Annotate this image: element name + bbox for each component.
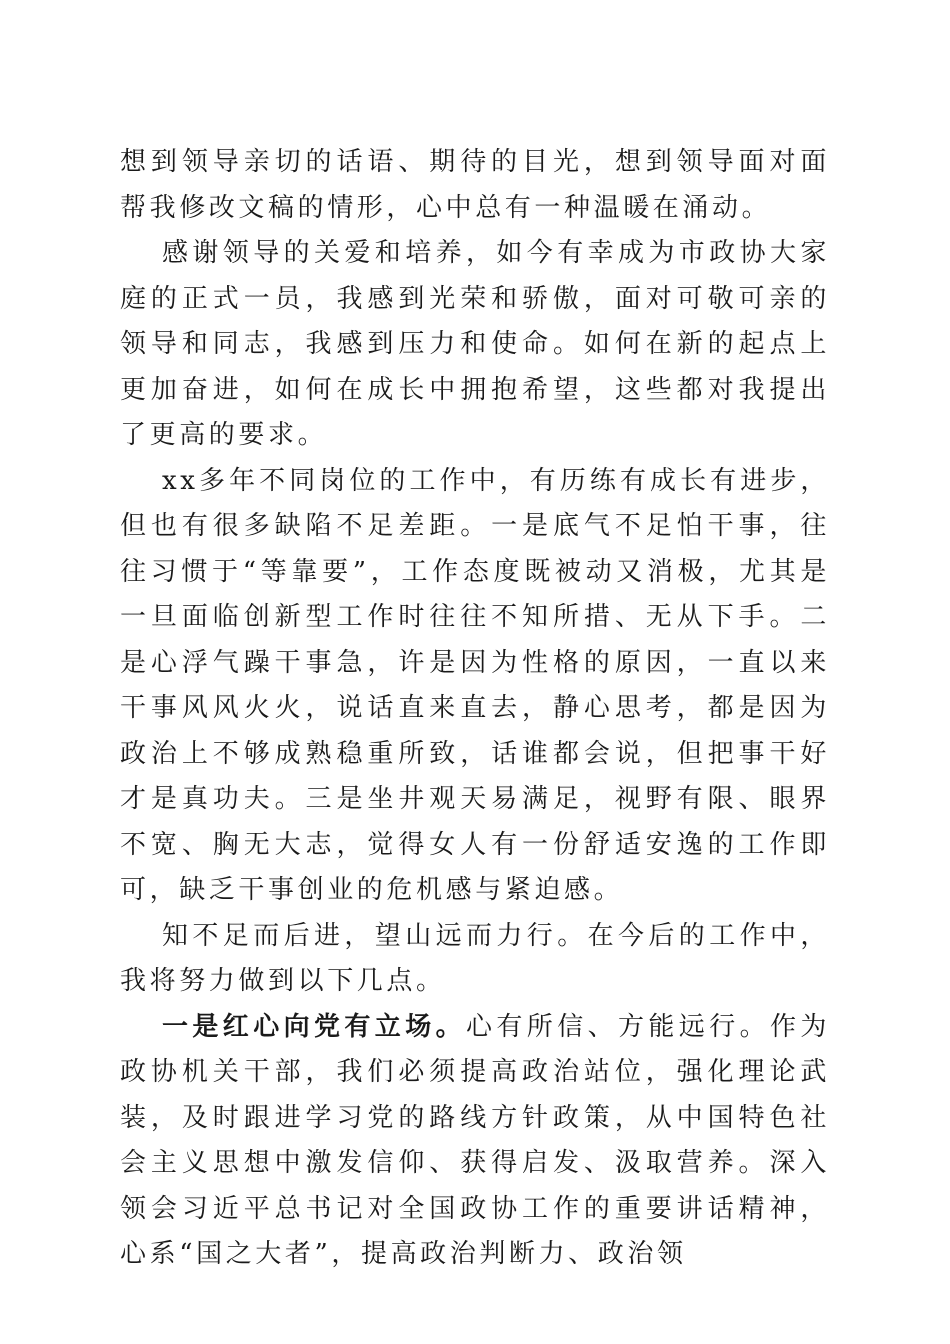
- paragraph-2: [120, 231, 830, 459]
- paragraph-3-text: xx多年不同岗位的工作中，有历练有成长有进步，但也有很多缺陷不足差距。一是底气不足怕干事，往往习惯于“等靠要”，工作态度既被动又消极，尤其是一旦面临创新型工作时往往不知所措、无从下手。二是心浮气躁干事急，许是因为性格的原因，一直以来干事风风火火，说话直来直去，静心思考，都是因为政治上不够成熟稳重所致，话谁都会说，但把事干好才是真功夫。三是坐井观天易满足，视野有限、眼界不宽、胸无大志，觉得女人有一份舒适安逸的工作即可，缺乏干事创业的危机感与紧迫感。: [120, 465, 830, 905]
- paragraph-1: [120, 140, 830, 231]
- paragraph-2-text: 感谢领导的关爱和培养，如今有幸成为市政协大家庭的正式一员，我感到光荣和骄傲，面对可敬可亲的领导和同志，我感到压力和使命。如何在新的起点上更加奋进，如何在成长中拥抱希望，这些都对我提出了更高的要求。: [120, 238, 830, 450]
- paragraph-5-text: 心有所信、方能远行。作为政协机关干部，我们必须提高政治站位，强化理论武装，及时跟进学习党的路线方针政策，从中国特色社会主义思想中激发信仰、获得启发、汲取营养。深入领会习近平总书记对全国政协工作的重要讲话精神，心系“国之大者”，提高政治判断力、政治领: [120, 1011, 830, 1269]
- paragraph-4: [120, 914, 830, 1005]
- paragraph-3: [120, 459, 830, 914]
- paragraph-1-text: 想到领导亲切的话语、期待的目光，想到领导面对面帮我修改文稿的情形，心中总有一种温暖在涌动。: [120, 147, 830, 223]
- paragraph-5: [120, 1005, 830, 1278]
- paragraph-4-text: 知不足而后进，望山远而力行。在今后的工作中，我将努力做到以下几点。: [120, 920, 830, 996]
- paragraph-5-lead-heading: 一是红心向党有立场。: [162, 1011, 466, 1042]
- document-body: [120, 140, 830, 1278]
